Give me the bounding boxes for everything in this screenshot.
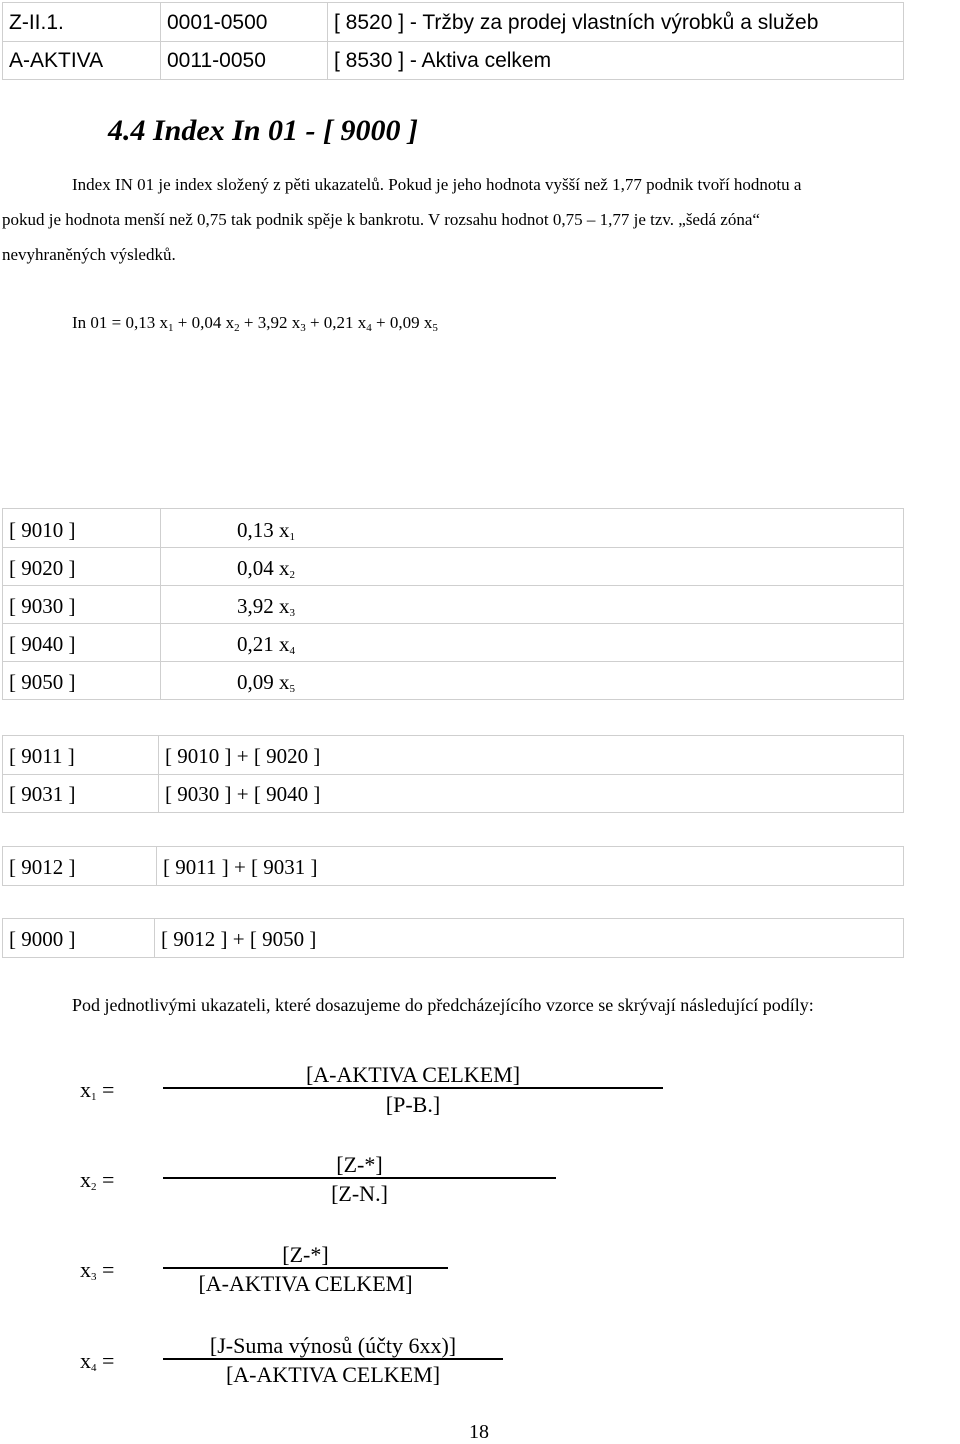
weights-value: 0,13 $x_1$ bbox=[237, 518, 295, 543]
paragraph-line: nevyhraněných výsledků. bbox=[2, 245, 176, 264]
fraction-denominator: [A-AKTIVA CELKEM] bbox=[225, 1362, 441, 1387]
fraction-bar bbox=[163, 1177, 556, 1179]
fraction-numerator: [J-Suma výnosů (účty 6xx)] bbox=[209, 1333, 457, 1358]
top-table-cell: [ 8530 ] - Aktiva celkem bbox=[334, 49, 552, 72]
top-table bbox=[2, 2, 904, 80]
sum2-table bbox=[2, 846, 904, 886]
page-number: 18 bbox=[469, 1421, 489, 1443]
weights-code: [ 9040 ] bbox=[9, 632, 76, 656]
weights-value: 0,04 $x_2$ bbox=[237, 556, 295, 581]
weights-table bbox=[2, 508, 904, 700]
fraction-label: $x_1$ = bbox=[80, 1077, 115, 1103]
fraction-label: $x_2$ = bbox=[80, 1167, 115, 1193]
sum-expr: [ 9010 ] + [ 9020 ] bbox=[165, 744, 321, 768]
paragraph-line: Index IN 01 je index složený z pěti ukazatelů. Pokud je jeho hodnota vyšší než 1,77 podnik tvoří hodnotu a bbox=[72, 175, 802, 194]
weights-value: 3,92 $x_3$ bbox=[237, 594, 295, 619]
weights-code: [ 9030 ] bbox=[9, 594, 76, 618]
top-table-cell: A-AKTIVA bbox=[9, 49, 104, 72]
weights-code: [ 9010 ] bbox=[9, 518, 76, 542]
fraction-bar bbox=[163, 1358, 503, 1360]
weights-code: [ 9050 ] bbox=[9, 670, 76, 694]
fraction-denominator: [P-B.] bbox=[385, 1092, 441, 1117]
weights-code: [ 9020 ] bbox=[9, 556, 76, 580]
fraction-denominator: [Z-N.] bbox=[331, 1181, 388, 1206]
section-heading: 4.4 Index In 01 - [ 9000 ] bbox=[108, 114, 419, 147]
intro-text: Pod jednotlivými ukazateli, které dosazujeme do předcházejícího vzorce se skrývají následující podíly: bbox=[72, 995, 814, 1015]
paragraph-line: pokud je hodnota menší než 0,75 tak podnik spěje k bankrotu. V rozsahu hodnot 0,75 – 1,77 je tzv. „šedá zóna“ bbox=[2, 210, 760, 229]
top-table-cell: 0001-0500 bbox=[167, 11, 268, 34]
fraction-bar bbox=[163, 1267, 448, 1269]
weights-value: 0,09 $x_5$ bbox=[237, 670, 295, 695]
sum3-table bbox=[2, 918, 904, 958]
top-table-cell: 0011-0050 bbox=[167, 49, 266, 72]
top-table-cell: Z-II.1. bbox=[9, 11, 64, 34]
fraction-numerator: [Z-*] bbox=[282, 1242, 329, 1267]
fraction-bar bbox=[163, 1087, 663, 1089]
top-table-cell: [ 8520 ] - Tržby za prodej vlastních výrobků a služeb bbox=[334, 11, 819, 34]
sum-code: [ 9031 ] bbox=[9, 782, 76, 806]
sum3-code: [ 9000 ] bbox=[9, 927, 76, 951]
weights-value: 0,21 $x_4$ bbox=[237, 632, 295, 657]
index-formula: In 01 = 0,13 $x_1 + 0,04$ $x_2 + 3,92$ $x_3 + 0,21$ $x_4 + 0,09$ $x_5$ bbox=[72, 313, 438, 334]
sum-code: [ 9011 ] bbox=[9, 744, 75, 768]
fraction-label: $x_3$ = bbox=[80, 1257, 115, 1283]
sum-expr: [ 9030 ] + [ 9040 ] bbox=[165, 782, 321, 806]
fraction-numerator: [A-AKTIVA CELKEM] bbox=[305, 1062, 521, 1087]
fraction-numerator: [Z-*] bbox=[336, 1152, 383, 1177]
fraction-denominator: [A-AKTIVA CELKEM] bbox=[198, 1271, 413, 1296]
sum2-code: [ 9012 ] bbox=[9, 855, 76, 879]
fraction-label: $x_4$ = bbox=[80, 1348, 115, 1374]
sum-table bbox=[2, 735, 904, 813]
sum3-expr: [ 9012 ] + [ 9050 ] bbox=[161, 927, 317, 951]
sum2-expr: [ 9011 ] + [ 9031 ] bbox=[163, 855, 318, 879]
